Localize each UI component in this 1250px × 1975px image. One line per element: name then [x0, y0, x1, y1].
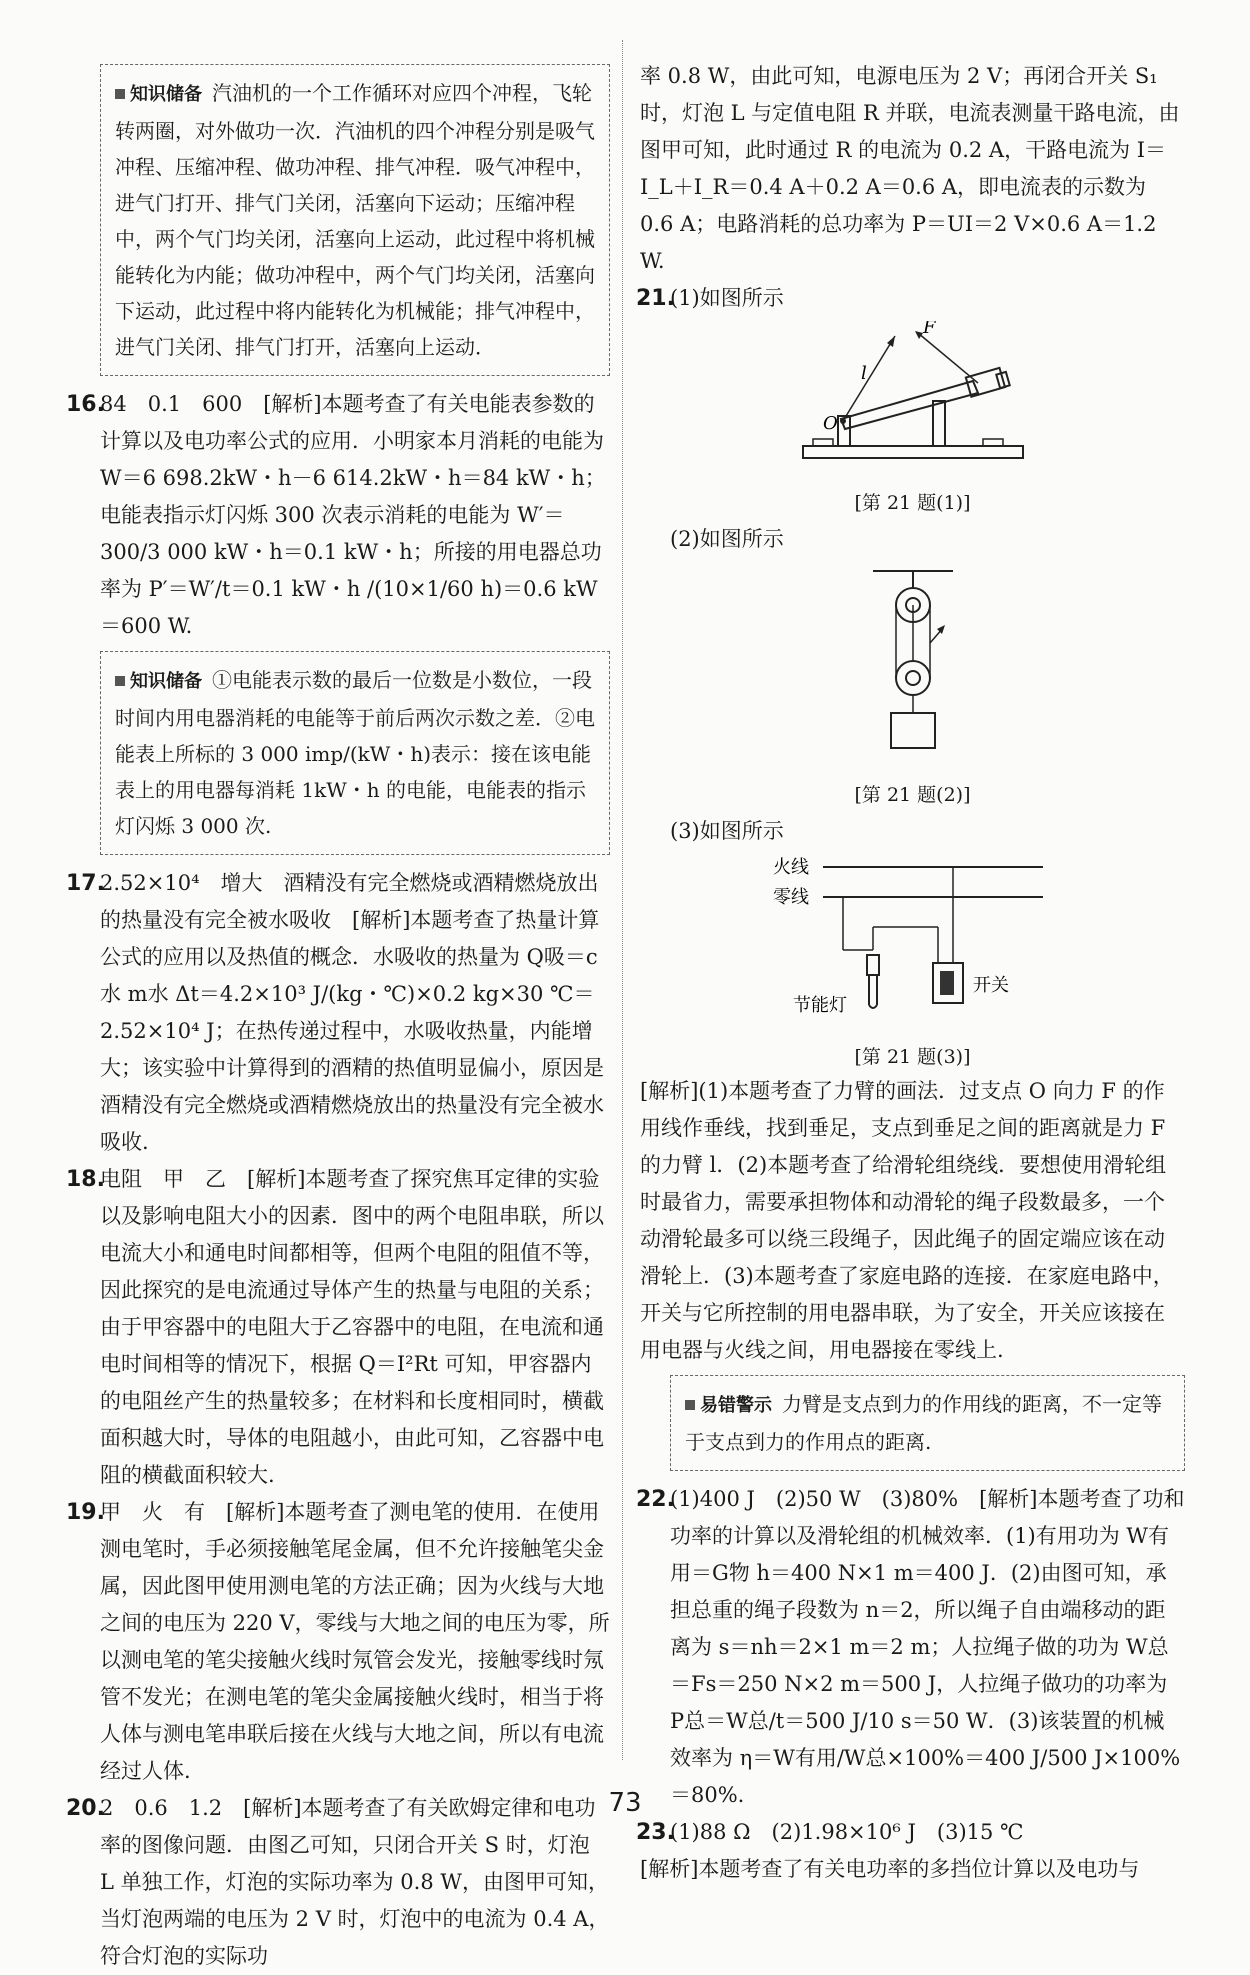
pivot-label: O [822, 413, 838, 434]
answer-21-analysis: [解析](1)本题考查了力臂的画法．过支点 O 向力 F 的作用线作垂线，找到垂足，支点到垂足之间的距离就是力 F 的力臂 l．(2)本题考查了给滑轮组绕线．要想使用滑轮组时最省力，需要承担物体和动滑轮的绳子段数最多，一个动滑轮最多可以绕三段绳子，因此绳子的固定端应该在动滑轮上．(3)本题考查了家庭电路的连接．在家庭电路中，开关与它所控制的用电器串联，为了安全，开关应该接在用电器与火线之间，用电器接在零线上. [640, 1079, 1174, 1362]
box-tag: 知识储备 [115, 84, 202, 105]
question-number: 22. [636, 1487, 675, 1512]
answer-text: (1)88 Ω (2)1.98×10⁶ J (3)15 ℃ [670, 1820, 1024, 1844]
answer-23 [636, 1814, 1185, 1851]
question-number: 17. [66, 871, 105, 896]
answer-16 [66, 386, 610, 645]
part-label: (1)如图所示 [670, 286, 784, 310]
answer-21 [636, 280, 1185, 317]
answer-text: 84 0.1 600 [解析]本题考查了有关电能表参数的计算以及电功率公式的应用．小明家本月消耗的电能为 W＝6 698.2kW・h－6 614.2kW・h＝84 kW・h；电能表指示灯闪烁 300 次表示消耗的电能为 W′＝300/3 000 kW・h＝0.1 kW・h；所接的用电器总功率为 P′＝W′/t＝0.1 kW・h /(10×1/60 h)＝0.6 kW＝600 W. [100, 392, 606, 638]
lever-figure [640, 321, 1185, 483]
warning-box [670, 1375, 1185, 1471]
box-text: ①电能表示数的最后一位数是小数位，一段时间内用电器消耗的电能等于前后两次示数之差．②电能表上所标的 3 000 imp/(kW・h)表示：接在该电能表上的用电器每消耗 1kW・h 的电能，电能表的指示灯闪烁 3 000 次. [115, 668, 595, 838]
knowledge-box-2 [100, 651, 610, 855]
circuit-figure [640, 855, 1185, 1037]
answer-18 [66, 1161, 610, 1494]
answer-text: 2.52×10⁴ 增大 酒精没有完全燃烧或酒精燃烧放出的热量没有完全被水吸收 [解析]本题考查了热量计算公式的应用以及热值的概念．水吸收的热量为 Q吸＝c水 m水 Δt＝4.2×10³ J/(kg・℃)×0.2 kg×30 ℃＝2.52×10⁴ J；在热传递过程中，水吸收热量，内能增大；该实验中计算得到的酒精的热值明显偏小，原因是酒精没有完全燃烧或酒精燃烧放出的热量没有完全被水吸收. [100, 871, 604, 1154]
answer-19 [66, 1494, 610, 1790]
switch-label: 开关 [972, 975, 1009, 996]
pulley-figure [640, 563, 1185, 775]
figure-caption: [第 21 题(3)] [854, 1046, 971, 1068]
figure-caption: [第 21 题(1)] [854, 492, 971, 514]
box-tag: 易错警示 [685, 1395, 772, 1416]
column-divider [622, 40, 623, 1760]
question-number: 18. [66, 1167, 105, 1192]
page-number: 73 [608, 1788, 642, 1818]
answer-22 [636, 1481, 1185, 1814]
lamp-label: 节能灯 [792, 995, 847, 1016]
question-number: 16. [66, 392, 105, 417]
left-column [66, 58, 610, 1975]
question-number: 19. [66, 1500, 105, 1525]
part-label: (2)如图所示 [670, 527, 784, 551]
answer-text: 电阻 甲 乙 [解析]本题考查了探究焦耳定律的实验以及影响电阻大小的因素．图中的两个电阻串联，所以电流大小和通电时间都相等，但两个电阻的阻值不等，因此探究的是电流通过导体产生的热量与电阻的关系；由于甲容器中的电阻大于乙容器中的电阻，在电流和通电时间相等的情况下，根据 Q＝I²Rt 可知，甲容器内的电阻丝产生的热量较多；在材料和长度相同时，横截面积越大时，导体的电阻越小，由此可知，乙容器中电阻的横截面积较大. [100, 1167, 604, 1487]
lever-diagram [783, 321, 1043, 471]
lever-arm-label: l [860, 363, 867, 384]
answer-text: (1)400 J (2)50 W (3)80% [解析]本题考查了功和功率的计算以及滑轮组的机械效率．(1)有用功为 W有用＝G物 h＝400 N×1 m＝400 J．(2)由图可知，承担总重的绳子段数为 n＝2，所以绳子自由端移动的距离为 s＝nh＝2×1 m＝2 m；人拉绳子做的功为 W总＝Fs＝250 N×2 m＝500 J，人拉绳子做功的功率为 P总＝W总/t＝500 J/10 s＝50 W．(3)该装置的机械效率为 η＝W有用/W总×100%＝400 J/500 J×100%＝80%. [670, 1487, 1185, 1807]
neutral-wire-label: 零线 [772, 887, 809, 908]
answer-20-continued: 率 0.8 W，由此可知，电源电压为 2 V；再闭合开关 S₁ 时，灯泡 L 与定值电阻 R 并联，电流表测量干路电流，由图甲可知，此时通过 R 的电流为 0.2 A，干路电流为 I＝I_L＋I_R＝0.4 A＋0.2 A＝0.6 A，即电流表的示数为 0.6 A；电路消耗的总功率为 P＝UI＝2 V×0.6 A＝1.2 W. [640, 64, 1180, 273]
answer-17 [66, 865, 610, 1161]
pulley-diagram [853, 563, 973, 763]
box-text: 力臂是支点到力的作用线的距离，不一定等于支点到力的作用点的距离. [685, 1392, 1162, 1454]
part-label: (3)如图所示 [670, 819, 784, 843]
force-label: F [922, 321, 935, 338]
answer-text: 2 0.6 1.2 [解析]本题考查了有关欧姆定律和电功率的图像问题．由图乙可知，只闭合开关 S 时，灯泡 L 单独工作，灯泡的实际功率为 0.8 W，由图甲可知，当灯泡两端的电压为 2 V 时，灯泡中的电流为 0.4 A，符合灯泡的实际功 [100, 1796, 610, 1968]
question-number: 20. [66, 1796, 105, 1821]
box-text: 汽油机的一个工作循环对应四个冲程，飞轮转两圈，对外做功一次．汽油机的四个冲程分别是吸气冲程、压缩冲程、做功冲程、排气冲程．吸气冲程中，进气门打开、排气门关闭，活塞向下运动；压缩冲程中，两个气门均关闭，活塞向上运动，此过程中将机械能转化为内能；做功冲程中，两个气门均关闭，活塞向下运动，此过程中将内能转化为机械能；排气冲程中，进气门关闭、排气门打开，活塞向上运动． [115, 81, 595, 359]
circuit-diagram [773, 855, 1053, 1025]
knowledge-box-1 [100, 64, 610, 376]
live-wire-label: 火线 [772, 857, 809, 878]
question-number: 23. [636, 1820, 675, 1845]
answer-text: 甲 火 有 [解析]本题考查了测电笔的使用．在使用测电笔时，手必须接触笔尾金属，但不允许接触笔尖金属，因此图甲使用测电笔的方法正确；因为火线与大地之间的电压为 220 V，零线与大地之间的电压为零，所以测电笔的笔尖接触火线时氖管会发光，接触零线时氖管不发光；在测电笔的笔尖金属接触火线时，相当于将人体与测电笔串联后接在火线与大地之间，所以有电流经过人体. [100, 1500, 610, 1783]
box-tag: 知识储备 [115, 671, 202, 692]
right-column [636, 58, 1185, 1888]
answer-23-analysis: [解析]本题考查了有关电功率的多挡位计算以及电功与 [640, 1857, 1140, 1881]
figure-caption: [第 21 题(2)] [854, 784, 971, 806]
question-number: 21. [636, 286, 675, 311]
